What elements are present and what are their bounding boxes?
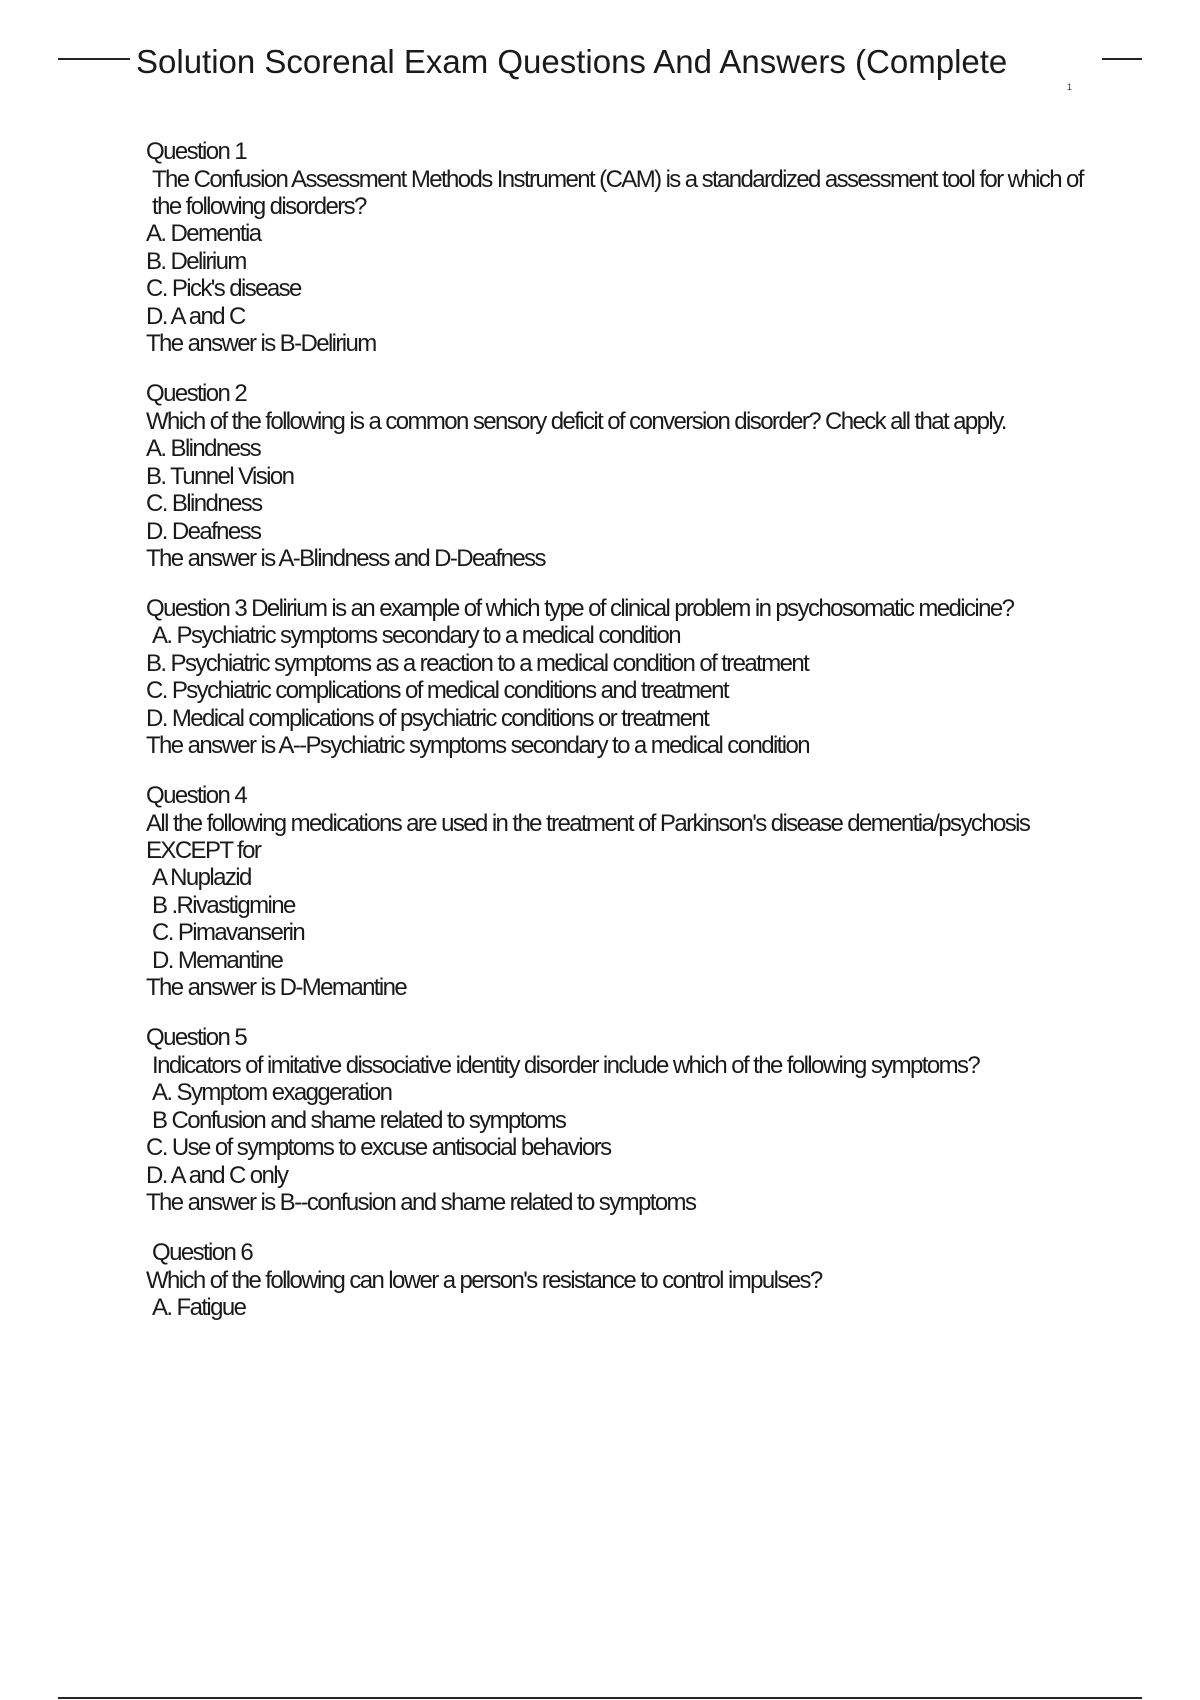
question-heading: Question 6 (152, 1239, 253, 1266)
question-2 (146, 380, 1086, 573)
answer-text: The answer is A--Psychiatric symptoms secondary to a medical condition (146, 732, 809, 759)
answer-text: The answer is B-Delirium (146, 330, 376, 357)
option: A. Symptom exaggeration (152, 1079, 392, 1106)
option: B .Rivastigmine (152, 891, 295, 919)
document-header (58, 43, 1142, 92)
option: A Nuplazid (152, 864, 251, 891)
option: C. Psychiatric complications of medical conditions and treatment (146, 677, 728, 704)
option: C. Blindness (146, 490, 262, 517)
options-list (146, 1079, 1086, 1189)
header-rule-left (58, 58, 130, 60)
header-rule-right (1102, 58, 1142, 60)
question-text: The Confusion Assessment Methods Instrument (CAM) is a standardized assessment tool for which of the following disorders? (152, 166, 1083, 220)
question-text: Which of the following is a common sensory deficit of conversion disorder? Check all that apply. (146, 408, 1006, 435)
option: B Confusion and shame related to symptoms (152, 1106, 566, 1134)
options-list (146, 622, 1086, 732)
option: A. Blindness (146, 435, 261, 462)
option: D. A and C (146, 302, 245, 330)
question-3 (146, 595, 1086, 760)
option: A. Psychiatric symptoms secondary to a medical condition (152, 622, 680, 649)
footer-rule (58, 1697, 1142, 1699)
option: B. Delirium (146, 247, 246, 275)
question-heading: Question 3 (146, 595, 247, 622)
question-5 (146, 1024, 1086, 1217)
question-4 (146, 782, 1086, 1002)
answer-text: The answer is A-Blindness and D-Deafness (146, 545, 545, 572)
question-heading: Question 4 (146, 782, 247, 809)
question-text: All the following medications are used in the treatment of Parkinson's disease dementia/psychosis EXCEPT for (146, 810, 1030, 864)
option: A. Fatigue (152, 1294, 246, 1321)
question-1 (146, 138, 1086, 358)
answer-text: The answer is B--confusion and shame related to symptoms (146, 1189, 696, 1216)
options-list (146, 220, 1086, 330)
document-title: Solution Scorenal Exam Questions And Answers (Complete (136, 43, 1008, 80)
question-6 (146, 1239, 1086, 1322)
options-list (146, 435, 1086, 545)
option: C. Pimavanserin (152, 919, 305, 946)
option: A. Dementia (146, 220, 261, 247)
question-text: Indicators of imitative dissociative identity disorder include which of the following symptoms? (152, 1052, 980, 1079)
question-text: Which of the following can lower a person's resistance to control impulses? (146, 1267, 822, 1294)
option: B. Psychiatric symptoms as a reaction to a medical condition of treatment (146, 649, 809, 677)
option: B. Tunnel Vision (146, 462, 294, 490)
question-inline-text: Delirium is an example of which type of clinical problem in psychosomatic medicine? (251, 595, 1014, 622)
option: D. A and C only (146, 1161, 288, 1189)
question-text (146, 595, 1086, 622)
option: C. Pick's disease (146, 275, 301, 302)
options-list (146, 1294, 1086, 1322)
question-heading: Question 5 (146, 1024, 247, 1051)
options-list (146, 864, 1086, 974)
option: D. Deafness (146, 517, 261, 545)
option: D. Medical complications of psychiatric conditions or treatment (146, 704, 709, 732)
option: D. Memantine (152, 946, 283, 974)
question-heading: Question 1 (146, 138, 247, 165)
answer-text: The answer is D-Memantine (146, 974, 407, 1001)
page-number: 1 (1066, 82, 1072, 92)
question-heading: Question 2 (146, 380, 247, 407)
document-body (146, 138, 1086, 1344)
option: C. Use of symptoms to excuse antisocial behaviors (146, 1134, 611, 1161)
